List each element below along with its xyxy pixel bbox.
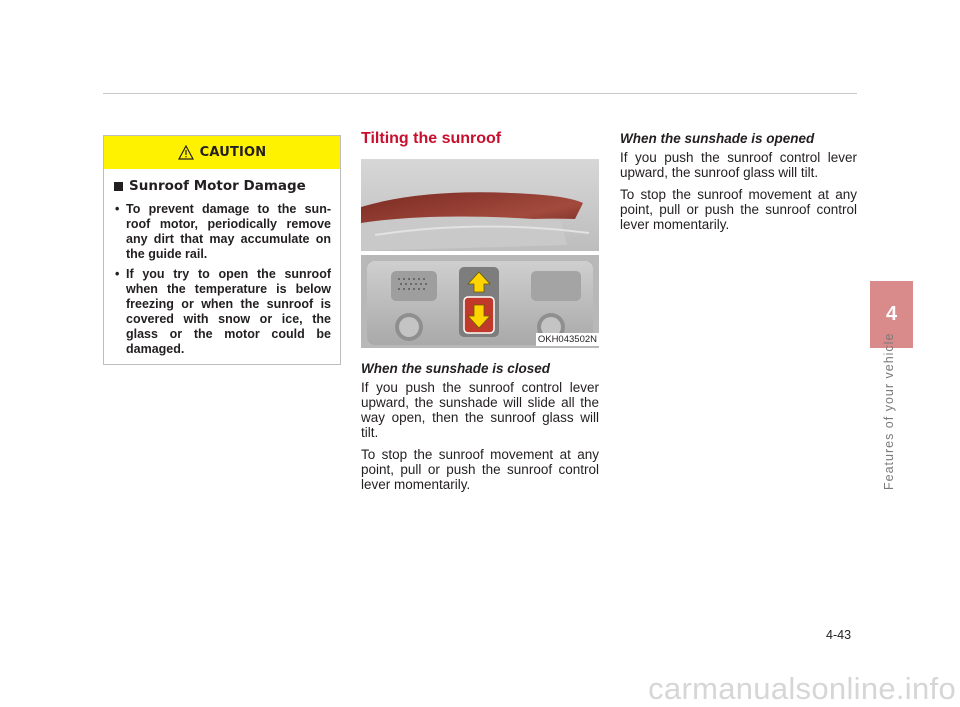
caution-box <box>103 135 341 365</box>
opened-paragraph: If you push the sunroof control lever upward, the sunroof glass will tilt. <box>620 150 857 180</box>
caution-item: • If you try to open the sunroof when the temperature is below freezing or when the sunroof is covered with snow or ice, the glass or the motor could be damaged. <box>114 267 331 357</box>
figure-code: OKH043502N <box>537 334 597 345</box>
caution-subtitle <box>114 178 331 194</box>
caution-title: CAUTION <box>199 145 267 160</box>
chapter-title: Features of your vehicle <box>882 332 896 490</box>
closed-heading: When the sunshade is closed <box>361 361 551 376</box>
caution-list <box>114 202 331 357</box>
sunroof-control-figure <box>361 159 599 348</box>
page-number: 4-43 <box>826 628 852 642</box>
chapter-number: 4 <box>885 303 898 325</box>
section-title: Tilting the sunroof <box>361 130 502 147</box>
caution-item: • To prevent damage to the sun-roof motor, periodically remove any dirt that may accumulate on the guide rail. <box>114 202 331 262</box>
opened-paragraph: To stop the sunroof movement at any point, pull or push the sunroof control lever momentarily. <box>620 187 857 232</box>
caution-subtitle-text: Sunroof Motor Damage <box>129 178 306 194</box>
top-divider <box>103 93 857 94</box>
overhead-console-illustration <box>361 159 599 348</box>
warning-triangle-icon <box>178 145 194 160</box>
square-bullet-icon <box>114 182 123 191</box>
watermark: carmanualsonline.info <box>648 671 956 706</box>
caution-header <box>104 136 340 169</box>
closed-paragraph: If you push the sunroof control lever upward, the sunshade will slide all the way open, then the sunroof glass will tilt. <box>361 380 599 440</box>
closed-paragraph: To stop the sunroof movement at any point, pull or push the sunroof control lever momentarily. <box>361 447 599 492</box>
right-column <box>620 131 857 239</box>
opened-heading: When the sunshade is opened <box>620 131 815 146</box>
main-column <box>361 130 599 499</box>
